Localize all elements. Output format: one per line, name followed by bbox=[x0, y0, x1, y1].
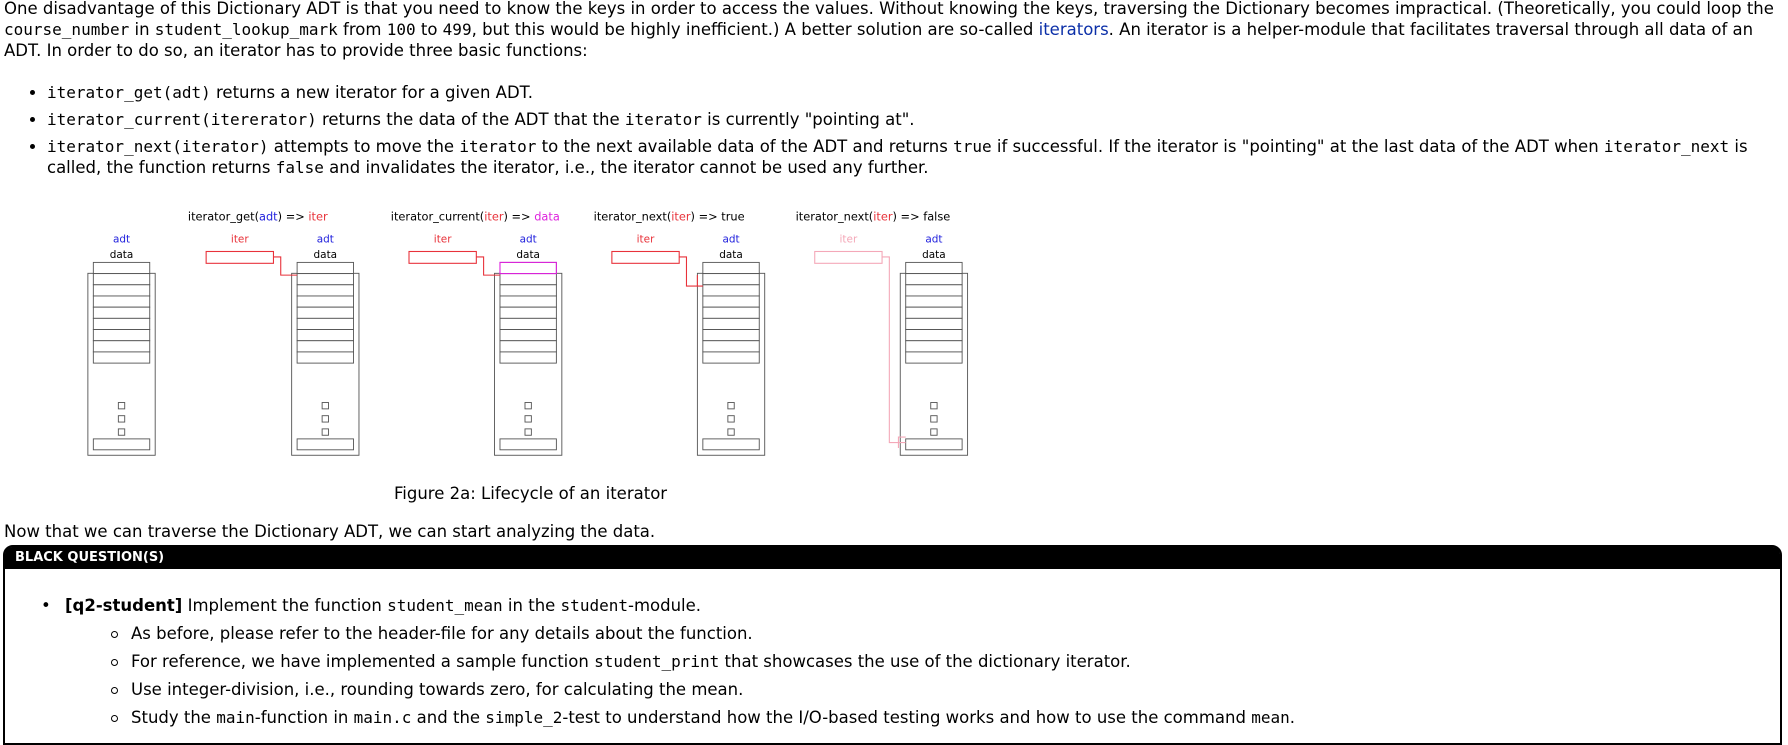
iterator-function-list bbox=[0, 82, 1788, 184]
list-item bbox=[47, 82, 1788, 103]
data-row bbox=[703, 307, 759, 318]
title-part: ) => bbox=[277, 209, 309, 224]
sub-text: As before, please refer to the header-file for any details about the function. bbox=[131, 624, 753, 643]
data-row bbox=[93, 274, 149, 285]
figure-step-title bbox=[188, 210, 328, 224]
data-row bbox=[500, 307, 556, 318]
item-text: is currently "pointing at". bbox=[701, 110, 915, 129]
data-row-last bbox=[500, 439, 556, 450]
sub-text: Use integer-division, i.e., rounding towards zero, for calculating the mean. bbox=[131, 680, 744, 699]
data-label: data bbox=[516, 248, 540, 261]
ellipsis-square bbox=[525, 403, 531, 409]
ellipsis-square bbox=[525, 416, 531, 422]
data-row bbox=[93, 296, 149, 307]
title-part: iterator_next( bbox=[795, 209, 874, 224]
intro-text: from bbox=[337, 20, 387, 39]
iterator-box bbox=[206, 251, 273, 263]
figure-caption: Figure 2a: Lifecycle of an iterator bbox=[394, 484, 668, 503]
data-label: data bbox=[109, 248, 134, 261]
data-row bbox=[703, 318, 759, 329]
question-text: -module. bbox=[627, 596, 702, 615]
item-text: attempts to move the bbox=[268, 137, 460, 156]
sub-item bbox=[109, 623, 1735, 644]
adt-label: adt bbox=[519, 233, 537, 246]
inline-code: mean bbox=[1251, 708, 1290, 727]
data-row bbox=[500, 341, 556, 352]
data-row bbox=[906, 352, 962, 363]
ellipsis-square bbox=[931, 403, 937, 409]
inline-code: iterator_next(iterator) bbox=[47, 137, 269, 156]
iter-label: iter bbox=[433, 233, 452, 246]
inline-code: iterator_get(adt) bbox=[47, 83, 211, 102]
iterator-pointer bbox=[679, 257, 697, 286]
item-text: and invalidates the iterator, i.e., the iterator cannot be used any further. bbox=[323, 158, 929, 177]
data-row bbox=[906, 330, 962, 341]
data-row bbox=[703, 274, 759, 285]
data-row bbox=[500, 352, 556, 363]
data-row bbox=[703, 330, 759, 341]
iterator-pointer bbox=[476, 257, 500, 275]
title-part: adt bbox=[259, 209, 278, 224]
data-row bbox=[500, 330, 556, 341]
data-row bbox=[297, 330, 353, 341]
title-part: iter bbox=[308, 209, 328, 224]
sub-text: For reference, we have implemented a sample function bbox=[131, 652, 595, 671]
iter-label: iter bbox=[636, 233, 655, 246]
iterator-lifecycle-figure bbox=[30, 206, 1030, 468]
figure-step-title bbox=[796, 210, 951, 224]
question-tag: [q2-student] bbox=[65, 596, 183, 615]
data-row-last bbox=[906, 439, 962, 450]
ellipsis-square bbox=[728, 416, 734, 422]
question-item bbox=[35, 595, 1735, 728]
inline-code: main bbox=[216, 708, 255, 727]
data-row bbox=[703, 341, 759, 352]
sub-item bbox=[109, 707, 1735, 728]
inline-code: student bbox=[560, 596, 628, 615]
data-row bbox=[500, 296, 556, 307]
item-text: is called, the function returns bbox=[47, 137, 1748, 177]
ellipsis-square bbox=[118, 416, 124, 422]
ellipsis-square bbox=[931, 416, 937, 422]
data-row bbox=[297, 318, 353, 329]
data-row bbox=[703, 285, 759, 296]
data-row bbox=[297, 285, 353, 296]
data-label: data bbox=[922, 248, 946, 261]
data-row bbox=[297, 262, 353, 273]
iterator-box bbox=[409, 251, 476, 263]
data-row bbox=[906, 262, 962, 273]
ellipsis-square bbox=[118, 429, 124, 435]
iter-label: iter bbox=[839, 233, 858, 246]
ellipsis-square bbox=[322, 429, 328, 435]
iterator-box bbox=[612, 251, 679, 263]
data-row bbox=[500, 262, 556, 273]
inline-code: student_print bbox=[594, 652, 720, 671]
title-part: ) => bbox=[892, 209, 924, 224]
sub-text: -function in bbox=[254, 708, 354, 727]
iterators-link[interactable]: iterators bbox=[1038, 20, 1109, 39]
item-text: to the next available data of the ADT and returns bbox=[536, 137, 954, 156]
adt-label: adt bbox=[925, 233, 943, 246]
data-row bbox=[500, 285, 556, 296]
black-questions-box bbox=[3, 545, 1782, 745]
item-text: returns the data of the ADT that the bbox=[316, 110, 625, 129]
title-part: true bbox=[721, 209, 745, 224]
inline-code: iterator_next bbox=[1603, 137, 1730, 156]
inline-code: course_number bbox=[4, 20, 130, 39]
inline-code: 499 bbox=[442, 20, 472, 39]
question-text: in the bbox=[502, 596, 561, 615]
inline-code: main.c bbox=[353, 708, 412, 727]
sub-item bbox=[109, 651, 1735, 672]
title-part: ) => bbox=[503, 209, 535, 224]
inline-code: false bbox=[275, 158, 324, 177]
sub-text: -test to understand how the I/O-based testing works and how to use the command bbox=[562, 708, 1252, 727]
data-label: data bbox=[719, 248, 743, 261]
item-text: if successful. If the iterator is "pointing" at the last data of the ADT when bbox=[991, 137, 1604, 156]
title-part: iter bbox=[873, 209, 893, 224]
black-questions-header: BLACK QUESTION(S) bbox=[5, 547, 1780, 569]
data-row bbox=[906, 274, 962, 285]
title-part: iterator_get( bbox=[187, 209, 260, 224]
inline-code: true bbox=[953, 137, 992, 156]
iter-label: iter bbox=[230, 233, 249, 246]
data-row bbox=[297, 341, 353, 352]
outro-paragraph: Now that we can traverse the Dictionary ADT, we can start analyzing the data. bbox=[4, 522, 656, 541]
inline-code: simple_2 bbox=[485, 708, 563, 727]
list-item bbox=[47, 109, 1788, 130]
data-row bbox=[93, 352, 149, 363]
iterator-box bbox=[815, 251, 882, 263]
data-row bbox=[906, 296, 962, 307]
item-text: returns a new iterator for a given ADT. bbox=[210, 83, 534, 102]
data-row bbox=[703, 296, 759, 307]
data-row-last bbox=[703, 439, 759, 450]
intro-paragraph bbox=[4, 0, 1784, 61]
title-part: iter bbox=[671, 209, 691, 224]
sub-text: that showcases the use of the dictionary iterator. bbox=[719, 652, 1131, 671]
title-part: iter bbox=[484, 209, 504, 224]
inline-code: iterator bbox=[624, 110, 702, 129]
ellipsis-square bbox=[322, 403, 328, 409]
figure-step-title bbox=[594, 210, 745, 224]
title-part: false bbox=[923, 209, 951, 224]
data-row bbox=[93, 330, 149, 341]
title-part: data bbox=[534, 209, 560, 224]
intro-text: to bbox=[415, 20, 443, 39]
question-text: Implement the function bbox=[182, 596, 388, 615]
ellipsis-square bbox=[931, 429, 937, 435]
data-row bbox=[93, 341, 149, 352]
ellipsis-square bbox=[322, 416, 328, 422]
data-row bbox=[93, 262, 149, 273]
data-row bbox=[93, 285, 149, 296]
inline-code: 100 bbox=[386, 20, 416, 39]
ellipsis-square bbox=[525, 429, 531, 435]
inline-code: student_lookup_mark bbox=[154, 20, 338, 39]
question-list bbox=[35, 595, 1735, 728]
data-row bbox=[906, 285, 962, 296]
data-row bbox=[703, 352, 759, 363]
figure-step-title bbox=[391, 210, 560, 224]
intro-text: One disadvantage of this Dictionary ADT is that you need to know the keys in order to access the values. Without knowing the keys, traversing the Dictionary becomes impractical. (Theoretically, you could loop the bbox=[4, 0, 1774, 18]
ellipsis-square bbox=[118, 403, 124, 409]
title-part: iterator_current( bbox=[390, 209, 485, 224]
title-part: ) => bbox=[690, 209, 722, 224]
inline-code: iterator_current(itererator) bbox=[47, 110, 317, 129]
data-row bbox=[297, 352, 353, 363]
inline-code: student_mean bbox=[387, 596, 503, 615]
ellipsis-square bbox=[728, 403, 734, 409]
data-row bbox=[500, 318, 556, 329]
data-row bbox=[703, 262, 759, 273]
intro-text: . An iterator is a helper-module that facilitates traversal through all data of an ADT. In order to do so, an iterator has to provide three basic functions: bbox=[4, 20, 1754, 60]
sub-text: . bbox=[1289, 708, 1295, 727]
inline-code: iterator bbox=[459, 137, 537, 156]
data-row bbox=[297, 274, 353, 285]
intro-text: in bbox=[129, 20, 155, 39]
data-label: data bbox=[313, 248, 338, 261]
title-part: iterator_next( bbox=[593, 209, 672, 224]
intro-text: , but this would be highly inefficient.) A better solution are so-called bbox=[471, 20, 1039, 39]
adt-label: adt bbox=[316, 233, 334, 246]
data-row bbox=[500, 274, 556, 285]
data-row bbox=[906, 307, 962, 318]
data-row bbox=[906, 318, 962, 329]
sub-item bbox=[109, 679, 1735, 700]
data-row bbox=[297, 307, 353, 318]
adt-label: adt bbox=[112, 233, 131, 246]
data-row bbox=[93, 318, 149, 329]
data-row-last bbox=[93, 439, 149, 450]
question-sublist bbox=[65, 623, 1735, 728]
iterator-pointer bbox=[273, 257, 297, 275]
sub-text: and the bbox=[411, 708, 486, 727]
sub-text: Study the bbox=[131, 708, 217, 727]
data-row-last bbox=[297, 439, 353, 450]
data-row bbox=[297, 296, 353, 307]
data-row bbox=[93, 307, 149, 318]
adt-label: adt bbox=[722, 233, 740, 246]
data-row bbox=[906, 341, 962, 352]
list-item bbox=[47, 136, 1788, 178]
ellipsis-square bbox=[728, 429, 734, 435]
